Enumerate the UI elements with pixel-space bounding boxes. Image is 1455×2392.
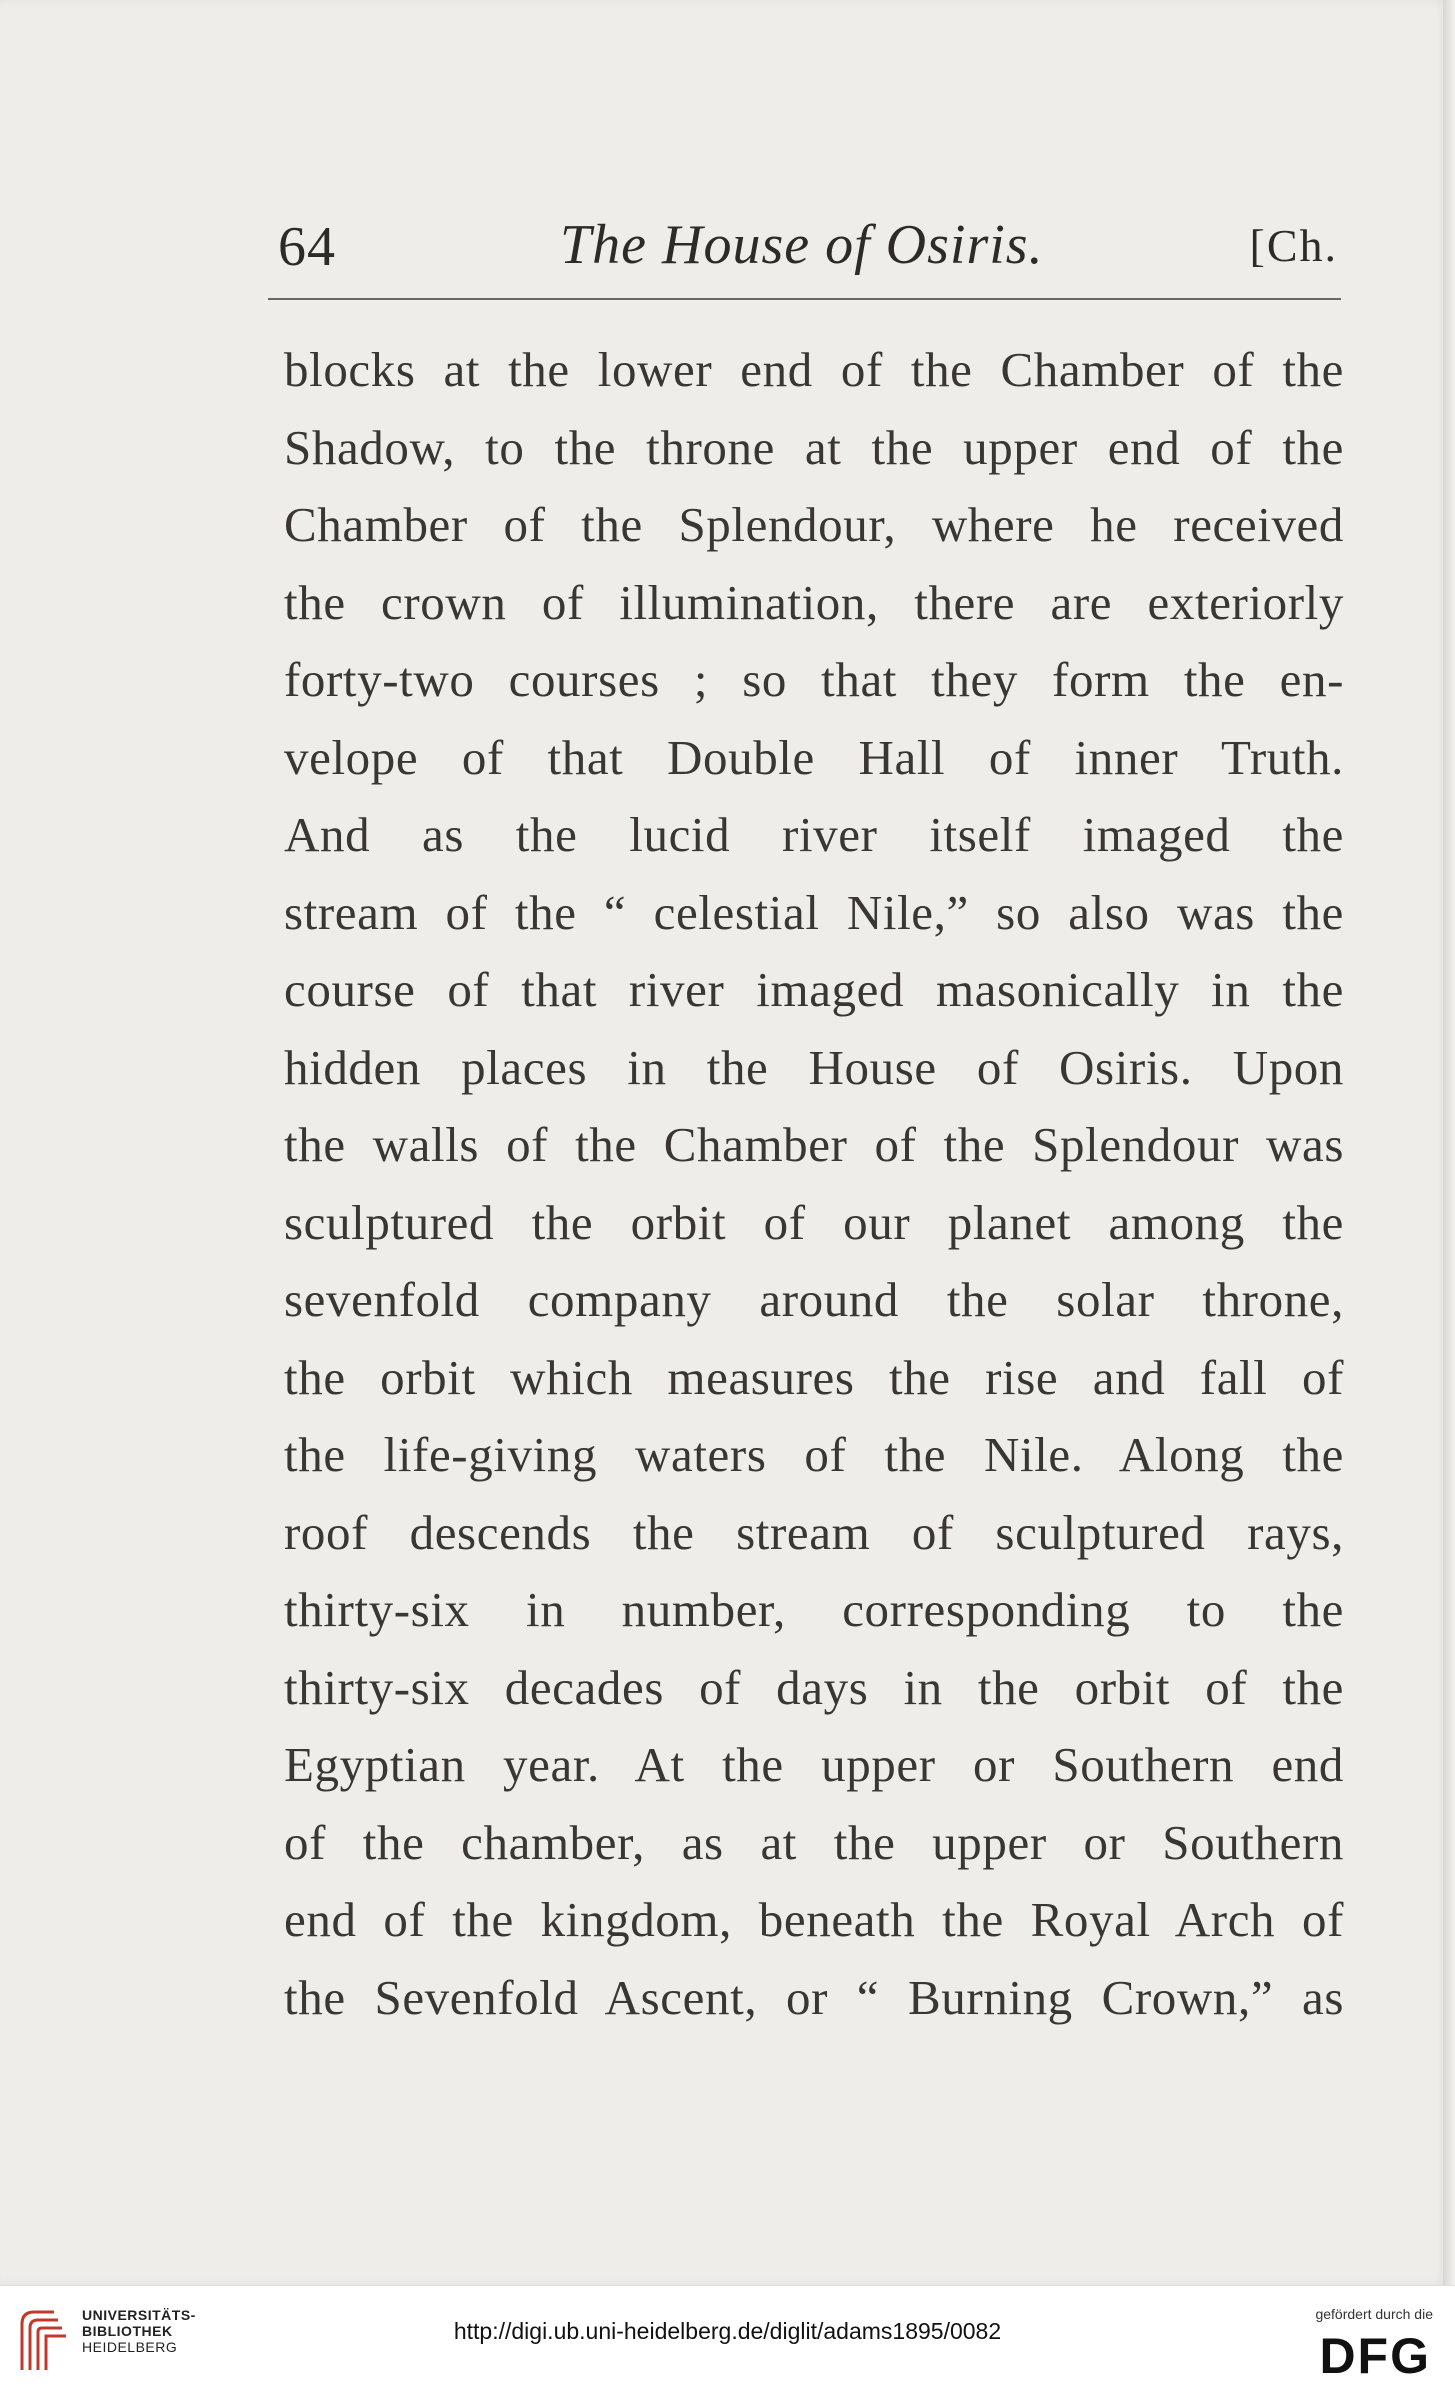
text-line: And as the lucid river itself imaged the [284, 807, 1344, 862]
dfg-logo[interactable]: DFG [1319, 2328, 1431, 2384]
text-line: Chamber of the Splendour, where he received [284, 497, 1344, 552]
library-name-line1: UNIVERSITÄTS- [82, 2307, 196, 2323]
text-line: thirty-six in number, corresponding to the [284, 1582, 1344, 1637]
text-line: course of that river imaged masonically in the [284, 962, 1344, 1017]
permalink-url[interactable]: http://digi.ub.uni-heidelberg.de/diglit/adams1895/0082 [453, 2318, 1002, 2344]
text-line: velope of that Double Hall of inner Truth. [284, 729, 1344, 785]
page-edge [1443, 0, 1455, 2285]
text-line: the orbit which measures the rise and fall of [284, 1349, 1344, 1405]
text-line: Shadow, to the throne at the upper end of the [284, 419, 1344, 475]
text-line: end of the kingdom, beneath the Royal Arch of [284, 1892, 1344, 1947]
body-text [284, 331, 1344, 2036]
text-line: forty-two courses ; so that they form the en- [284, 652, 1344, 707]
page-number: 64 [278, 216, 336, 278]
text-line: sculptured the orbit of our planet among the [284, 1194, 1344, 1250]
text-line: thirty-six decades of days in the orbit of the [284, 1659, 1344, 1715]
running-header [278, 215, 1338, 295]
running-title: The House of Osiris. [560, 214, 1044, 276]
funding-note: gefördert durch die [1315, 2306, 1433, 2322]
text-line: roof descends the stream of sculptured rays, [284, 1504, 1344, 1560]
library-name-line3: HEIDELBERG [82, 2339, 178, 2355]
text-line: the crown of illumination, there are exteriorly [284, 574, 1344, 630]
header-rule [268, 298, 1341, 300]
text-line: blocks at the lower end of the Chamber of the [284, 342, 1344, 397]
text-line: stream of the “ celestial Nile,” so also was the [284, 884, 1344, 940]
text-line: hidden places in the House of Osiris. Upon [284, 1039, 1344, 1095]
chapter-mark: [Ch. [1249, 220, 1338, 271]
text-line: the walls of the Chamber of the Splendour was [284, 1117, 1344, 1172]
text-line: the life-giving waters of the Nile. Along the [284, 1427, 1344, 1482]
text-line: of the chamber, as at the upper or Southern [284, 1814, 1344, 1870]
text-line: sevenfold company around the solar throne, [284, 1272, 1344, 1327]
text-line: Egyptian year. At the upper or Southern end [284, 1737, 1344, 1792]
footer-bar [0, 2285, 1455, 2392]
text-line: the Sevenfold Ascent, or “ Burning Crown,” as [284, 1969, 1344, 2025]
library-name-line2: BIBLIOTHEK [82, 2323, 173, 2339]
